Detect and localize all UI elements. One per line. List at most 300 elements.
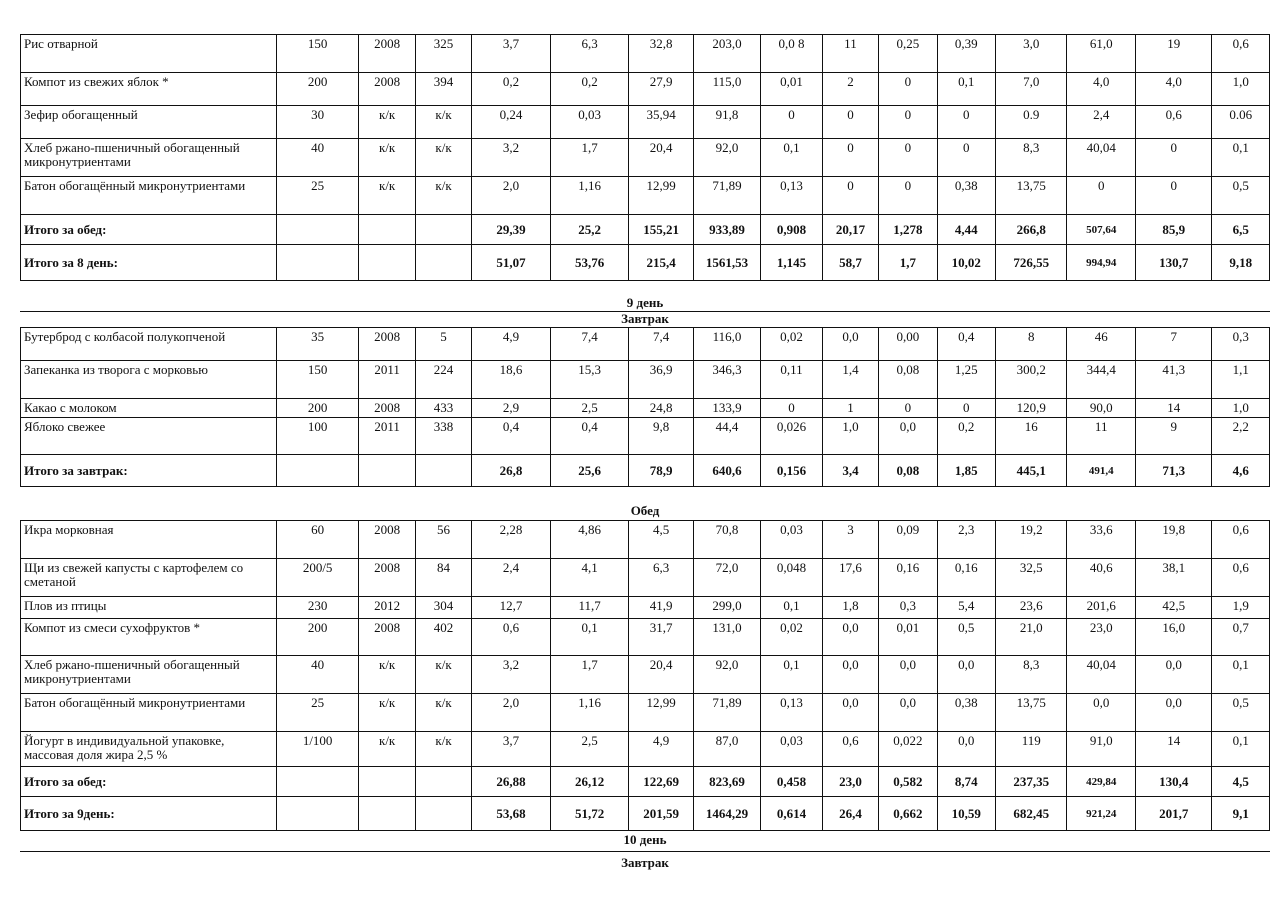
dish-name-cell: Запеканка из творога с морковью — [21, 361, 277, 399]
menu-table-day9-breakfast — [20, 327, 1270, 487]
value-cell: 2 — [822, 73, 878, 106]
table-row — [21, 399, 1270, 418]
value-cell: 9 — [1135, 418, 1212, 455]
value-cell: 0,2 — [937, 418, 995, 455]
value-cell: 224 — [415, 361, 471, 399]
value-cell: 402 — [415, 619, 471, 656]
total-row — [21, 797, 1270, 831]
value-cell: к/к — [415, 177, 471, 215]
value-cell: 0,3 — [879, 597, 937, 619]
value-cell: 0,6 — [1212, 35, 1270, 73]
value-cell: 133,9 — [693, 399, 760, 418]
value-cell: к/к — [415, 656, 471, 694]
value-cell: 344,4 — [1067, 361, 1135, 399]
value-cell: 304 — [415, 597, 471, 619]
value-cell — [276, 245, 359, 281]
value-cell: 933,89 — [693, 215, 760, 245]
value-cell: 1,0 — [822, 418, 878, 455]
value-cell: 4,9 — [472, 328, 551, 361]
value-cell: 0,1 — [550, 619, 629, 656]
value-cell: 0,048 — [761, 559, 822, 597]
value-cell: 0 — [937, 399, 995, 418]
value-cell — [415, 767, 471, 797]
value-cell: 71,89 — [693, 694, 760, 732]
dish-name-cell: Итого за обед: — [21, 767, 277, 797]
value-cell: 131,0 — [693, 619, 760, 656]
value-cell: 0,0 — [822, 619, 878, 656]
value-cell — [359, 767, 415, 797]
value-cell: 0,4 — [472, 418, 551, 455]
value-cell: 7,0 — [995, 73, 1067, 106]
dish-name-cell: Компот из свежих яблок * — [21, 73, 277, 106]
value-cell: 91,0 — [1067, 732, 1135, 767]
value-cell: 0,0 — [879, 694, 937, 732]
value-cell: 0,3 — [1212, 328, 1270, 361]
value-cell: 0,38 — [937, 694, 995, 732]
value-cell: 445,1 — [995, 455, 1067, 487]
value-cell: 84 — [415, 559, 471, 597]
value-cell: 6,5 — [1212, 215, 1270, 245]
value-cell: 1,16 — [550, 177, 629, 215]
value-cell: 823,69 — [693, 767, 760, 797]
value-cell: 91,8 — [693, 106, 760, 139]
value-cell: 1 — [822, 399, 878, 418]
value-cell: 61,0 — [1067, 35, 1135, 73]
value-cell: 26,4 — [822, 797, 878, 831]
value-cell: 53,76 — [550, 245, 629, 281]
value-cell: 9,8 — [629, 418, 693, 455]
total-row — [21, 245, 1270, 281]
value-cell — [359, 245, 415, 281]
table-row — [21, 139, 1270, 177]
value-cell: 0 — [879, 73, 937, 106]
value-cell: 2008 — [359, 619, 415, 656]
value-cell: 9,1 — [1212, 797, 1270, 831]
value-cell: 0 — [822, 139, 878, 177]
value-cell: 0,7 — [1212, 619, 1270, 656]
value-cell: 0,0 — [822, 656, 878, 694]
value-cell: 51,07 — [472, 245, 551, 281]
value-cell: 4,44 — [937, 215, 995, 245]
value-cell: 38,1 — [1135, 559, 1212, 597]
value-cell: 1,7 — [879, 245, 937, 281]
value-cell: 200/5 — [276, 559, 359, 597]
dish-name-cell: Итого за завтрак: — [21, 455, 277, 487]
value-cell: 33,6 — [1067, 521, 1135, 559]
value-cell: 24,8 — [629, 399, 693, 418]
value-cell: 0,03 — [761, 732, 822, 767]
value-cell: 92,0 — [693, 139, 760, 177]
value-cell: 0,6 — [472, 619, 551, 656]
value-cell: 8,3 — [995, 656, 1067, 694]
dish-name-cell: Бутерброд с колбасой полукопченой — [21, 328, 277, 361]
value-cell: 0,01 — [761, 73, 822, 106]
value-cell: 2,2 — [1212, 418, 1270, 455]
value-cell: 85,9 — [1135, 215, 1212, 245]
value-cell: 201,7 — [1135, 797, 1212, 831]
value-cell: 0,2 — [550, 73, 629, 106]
value-cell: 46 — [1067, 328, 1135, 361]
value-cell: 25 — [276, 177, 359, 215]
value-cell: 201,59 — [629, 797, 693, 831]
value-cell: 0 — [822, 177, 878, 215]
value-cell: 20,4 — [629, 139, 693, 177]
value-cell: к/к — [359, 694, 415, 732]
value-cell: 0.9 — [995, 106, 1067, 139]
value-cell: 1,8 — [822, 597, 878, 619]
dish-name-cell: Плов из птицы — [21, 597, 277, 619]
value-cell: 32,5 — [995, 559, 1067, 597]
value-cell: 90,0 — [1067, 399, 1135, 418]
value-cell: 35,94 — [629, 106, 693, 139]
value-cell: 10,02 — [937, 245, 995, 281]
table-row — [21, 106, 1270, 139]
table-row — [21, 732, 1270, 767]
value-cell: 40 — [276, 139, 359, 177]
day9-lunch-heading: Обед — [630, 503, 660, 518]
value-cell: 0,0 8 — [761, 35, 822, 73]
value-cell: 0,01 — [879, 619, 937, 656]
value-cell: 7,4 — [629, 328, 693, 361]
value-cell: к/к — [359, 177, 415, 215]
value-cell: 994,94 — [1067, 245, 1135, 281]
value-cell: 0 — [879, 177, 937, 215]
value-cell: 51,72 — [550, 797, 629, 831]
value-cell: 0,25 — [879, 35, 937, 73]
value-cell: 2008 — [359, 328, 415, 361]
value-cell: 155,21 — [629, 215, 693, 245]
value-cell: 0,0 — [937, 732, 995, 767]
value-cell: 2,4 — [472, 559, 551, 597]
value-cell: 1464,29 — [693, 797, 760, 831]
value-cell: 0 — [1135, 177, 1212, 215]
value-cell: 11 — [1067, 418, 1135, 455]
table-row — [21, 361, 1270, 399]
value-cell: 0 — [761, 106, 822, 139]
table-row — [21, 559, 1270, 597]
value-cell: 0,0 — [1067, 694, 1135, 732]
value-cell: 0,458 — [761, 767, 822, 797]
value-cell: 0,6 — [1212, 559, 1270, 597]
value-cell: 0.06 — [1212, 106, 1270, 139]
value-cell: 7,4 — [550, 328, 629, 361]
value-cell: 299,0 — [693, 597, 760, 619]
value-cell: 2008 — [359, 521, 415, 559]
value-cell: 300,2 — [995, 361, 1067, 399]
value-cell: к/к — [415, 106, 471, 139]
value-cell: 12,7 — [472, 597, 551, 619]
value-cell — [276, 455, 359, 487]
value-cell: к/к — [415, 732, 471, 767]
value-cell: 4,5 — [1212, 767, 1270, 797]
value-cell: 3,2 — [472, 656, 551, 694]
value-cell: 0,1 — [1212, 732, 1270, 767]
value-cell: 29,39 — [472, 215, 551, 245]
value-cell: 19,8 — [1135, 521, 1212, 559]
value-cell: 4,1 — [550, 559, 629, 597]
value-cell: 122,69 — [629, 767, 693, 797]
dish-name-cell: Щи из свежей капусты с картофелем со сметаной — [21, 559, 277, 597]
value-cell: 0,1 — [761, 139, 822, 177]
dish-name-cell: Итого за обед: — [21, 215, 277, 245]
day9-heading: 9 день — [626, 295, 664, 310]
value-cell: 4,86 — [550, 521, 629, 559]
value-cell: 2,4 — [1067, 106, 1135, 139]
value-cell: 0,0 — [937, 656, 995, 694]
value-cell: 0,03 — [761, 521, 822, 559]
value-cell — [415, 215, 471, 245]
value-cell: 40 — [276, 656, 359, 694]
value-cell: 1,7 — [550, 139, 629, 177]
menu-table-day9-lunch — [20, 520, 1270, 831]
value-cell: 13,75 — [995, 177, 1067, 215]
value-cell — [415, 245, 471, 281]
value-cell: 3,2 — [472, 139, 551, 177]
value-cell: 1,145 — [761, 245, 822, 281]
value-cell: 42,5 — [1135, 597, 1212, 619]
value-cell: 0 — [761, 399, 822, 418]
value-cell: 1,0 — [1212, 399, 1270, 418]
value-cell: 0,0 — [1135, 656, 1212, 694]
value-cell: 0,662 — [879, 797, 937, 831]
total-row — [21, 767, 1270, 797]
value-cell: 27,9 — [629, 73, 693, 106]
value-cell: 5,4 — [937, 597, 995, 619]
value-cell: 2011 — [359, 418, 415, 455]
value-cell: 0,582 — [879, 767, 937, 797]
value-cell: 0,02 — [761, 328, 822, 361]
value-cell: 0,1 — [761, 656, 822, 694]
value-cell: 17,6 — [822, 559, 878, 597]
value-cell: 23,6 — [995, 597, 1067, 619]
value-cell: 338 — [415, 418, 471, 455]
total-row — [21, 215, 1270, 245]
dish-name-cell: Икра морковная — [21, 521, 277, 559]
value-cell: 26,8 — [472, 455, 551, 487]
table-row — [21, 656, 1270, 694]
value-cell — [359, 455, 415, 487]
value-cell: 0,4 — [937, 328, 995, 361]
value-cell: 32,8 — [629, 35, 693, 73]
value-cell: 87,0 — [693, 732, 760, 767]
value-cell: 14 — [1135, 732, 1212, 767]
value-cell: 130,7 — [1135, 245, 1212, 281]
value-cell: 0,24 — [472, 106, 551, 139]
value-cell: 116,0 — [693, 328, 760, 361]
value-cell: 1561,53 — [693, 245, 760, 281]
value-cell: 23,0 — [1067, 619, 1135, 656]
value-cell: к/к — [415, 139, 471, 177]
table-row — [21, 619, 1270, 656]
value-cell: 3,7 — [472, 732, 551, 767]
value-cell: 20,17 — [822, 215, 878, 245]
value-cell: 237,35 — [995, 767, 1067, 797]
table-row — [21, 597, 1270, 619]
value-cell: 0,1 — [1212, 139, 1270, 177]
value-cell: 3,4 — [822, 455, 878, 487]
value-cell: 71,3 — [1135, 455, 1212, 487]
value-cell: 11,7 — [550, 597, 629, 619]
value-cell — [359, 797, 415, 831]
value-cell: к/к — [359, 106, 415, 139]
value-cell: 10,59 — [937, 797, 995, 831]
menu-table-day8-lunch — [20, 34, 1270, 281]
value-cell: 30 — [276, 106, 359, 139]
value-cell: 12,99 — [629, 177, 693, 215]
value-cell: 44,4 — [693, 418, 760, 455]
menu-sheet — [20, 34, 1270, 872]
value-cell: 0,1 — [937, 73, 995, 106]
value-cell: 0,2 — [472, 73, 551, 106]
value-cell: 0,16 — [879, 559, 937, 597]
value-cell: 200 — [276, 73, 359, 106]
value-cell: 70,8 — [693, 521, 760, 559]
value-cell: 491,4 — [1067, 455, 1135, 487]
dish-name-cell: Итого за 9день: — [21, 797, 277, 831]
dish-name-cell: Йогурт в индивидуальной упаковке, массовая доля жира 2,5 % — [21, 732, 277, 767]
value-cell: 2,28 — [472, 521, 551, 559]
value-cell: 4,0 — [1135, 73, 1212, 106]
value-cell: 2008 — [359, 559, 415, 597]
value-cell: 640,6 — [693, 455, 760, 487]
value-cell: 2008 — [359, 35, 415, 73]
value-cell: 2011 — [359, 361, 415, 399]
value-cell: 15,3 — [550, 361, 629, 399]
value-cell: 726,55 — [995, 245, 1067, 281]
value-cell: 3 — [822, 521, 878, 559]
value-cell: 0 — [822, 106, 878, 139]
value-cell: 0,4 — [550, 418, 629, 455]
value-cell: 25,6 — [550, 455, 629, 487]
value-cell — [276, 797, 359, 831]
value-cell: 9,18 — [1212, 245, 1270, 281]
table-row — [21, 418, 1270, 455]
value-cell: 0,156 — [761, 455, 822, 487]
dish-name-cell: Компот из смеси сухофруктов * — [21, 619, 277, 656]
value-cell: 119 — [995, 732, 1067, 767]
day10-breakfast-heading: Завтрак — [621, 855, 669, 870]
value-cell: 0 — [937, 139, 995, 177]
value-cell: 4,0 — [1067, 73, 1135, 106]
value-cell: 0,13 — [761, 694, 822, 732]
value-cell: 0,02 — [761, 619, 822, 656]
value-cell: 0 — [1135, 139, 1212, 177]
value-cell — [276, 215, 359, 245]
value-cell — [415, 797, 471, 831]
value-cell: 1,278 — [879, 215, 937, 245]
value-cell: 12,99 — [629, 694, 693, 732]
value-cell: к/к — [415, 694, 471, 732]
value-cell: 429,84 — [1067, 767, 1135, 797]
value-cell: 71,89 — [693, 177, 760, 215]
value-cell: 8,3 — [995, 139, 1067, 177]
value-cell: 0,38 — [937, 177, 995, 215]
value-cell: 120,9 — [995, 399, 1067, 418]
value-cell: 1,9 — [1212, 597, 1270, 619]
table-row — [21, 694, 1270, 732]
value-cell: 1/100 — [276, 732, 359, 767]
value-cell: 1,25 — [937, 361, 995, 399]
value-cell: 0,0 — [879, 656, 937, 694]
value-cell: 394 — [415, 73, 471, 106]
value-cell: 0,09 — [879, 521, 937, 559]
table-row — [21, 521, 1270, 559]
value-cell: 0,5 — [1212, 694, 1270, 732]
value-cell: 92,0 — [693, 656, 760, 694]
value-cell: 0,0 — [879, 418, 937, 455]
value-cell: 72,0 — [693, 559, 760, 597]
value-cell: 6,3 — [629, 559, 693, 597]
value-cell: 40,04 — [1067, 139, 1135, 177]
value-cell: 40,6 — [1067, 559, 1135, 597]
value-cell: 0,614 — [761, 797, 822, 831]
value-cell: 1,7 — [550, 656, 629, 694]
value-cell: 130,4 — [1135, 767, 1212, 797]
value-cell: 26,12 — [550, 767, 629, 797]
dish-name-cell: Батон обогащённый микронутриентами — [21, 177, 277, 215]
value-cell: 215,4 — [629, 245, 693, 281]
value-cell: 0,16 — [937, 559, 995, 597]
value-cell: 325 — [415, 35, 471, 73]
value-cell: к/к — [359, 732, 415, 767]
value-cell: 0,1 — [761, 597, 822, 619]
value-cell: 0 — [879, 399, 937, 418]
value-cell: 2,5 — [550, 732, 629, 767]
value-cell: 41,3 — [1135, 361, 1212, 399]
value-cell: 0 — [879, 139, 937, 177]
value-cell: 2,9 — [472, 399, 551, 418]
value-cell: 0,6 — [1135, 106, 1212, 139]
value-cell: 11 — [822, 35, 878, 73]
value-cell: 100 — [276, 418, 359, 455]
value-cell: 0 — [879, 106, 937, 139]
value-cell: 2,5 — [550, 399, 629, 418]
value-cell: 25,2 — [550, 215, 629, 245]
value-cell: 0,5 — [1212, 177, 1270, 215]
value-cell: 0,39 — [937, 35, 995, 73]
value-cell: 58,7 — [822, 245, 878, 281]
value-cell: 4,6 — [1212, 455, 1270, 487]
dish-name-cell: Батон обогащённый микронутриентами — [21, 694, 277, 732]
dish-name-cell: Рис отварной — [21, 35, 277, 73]
value-cell: 14 — [1135, 399, 1212, 418]
value-cell: 0,6 — [822, 732, 878, 767]
value-cell: 0,00 — [879, 328, 937, 361]
value-cell: 150 — [276, 361, 359, 399]
value-cell: 2,0 — [472, 177, 551, 215]
value-cell: 4,9 — [629, 732, 693, 767]
value-cell: 19 — [1135, 35, 1212, 73]
value-cell: 0,0 — [1135, 694, 1212, 732]
value-cell: 1,16 — [550, 694, 629, 732]
table-row — [21, 328, 1270, 361]
day10-heading: 10 день — [623, 832, 667, 847]
value-cell: 2,3 — [937, 521, 995, 559]
value-cell: 25 — [276, 694, 359, 732]
dish-name-cell: Хлеб ржано-пшеничный обогащенный микронутриентами — [21, 139, 277, 177]
value-cell — [276, 767, 359, 797]
dish-name-cell: Хлеб ржано-пшеничный обогащенный микронутриентами — [21, 656, 277, 694]
value-cell: 0,022 — [879, 732, 937, 767]
value-cell: 0,11 — [761, 361, 822, 399]
value-cell: 78,9 — [629, 455, 693, 487]
value-cell: 682,45 — [995, 797, 1067, 831]
value-cell: 2012 — [359, 597, 415, 619]
dish-name-cell: Какао с молоком — [21, 399, 277, 418]
value-cell: 60 — [276, 521, 359, 559]
value-cell: 1,4 — [822, 361, 878, 399]
day9-breakfast-heading: Завтрак — [621, 311, 669, 326]
